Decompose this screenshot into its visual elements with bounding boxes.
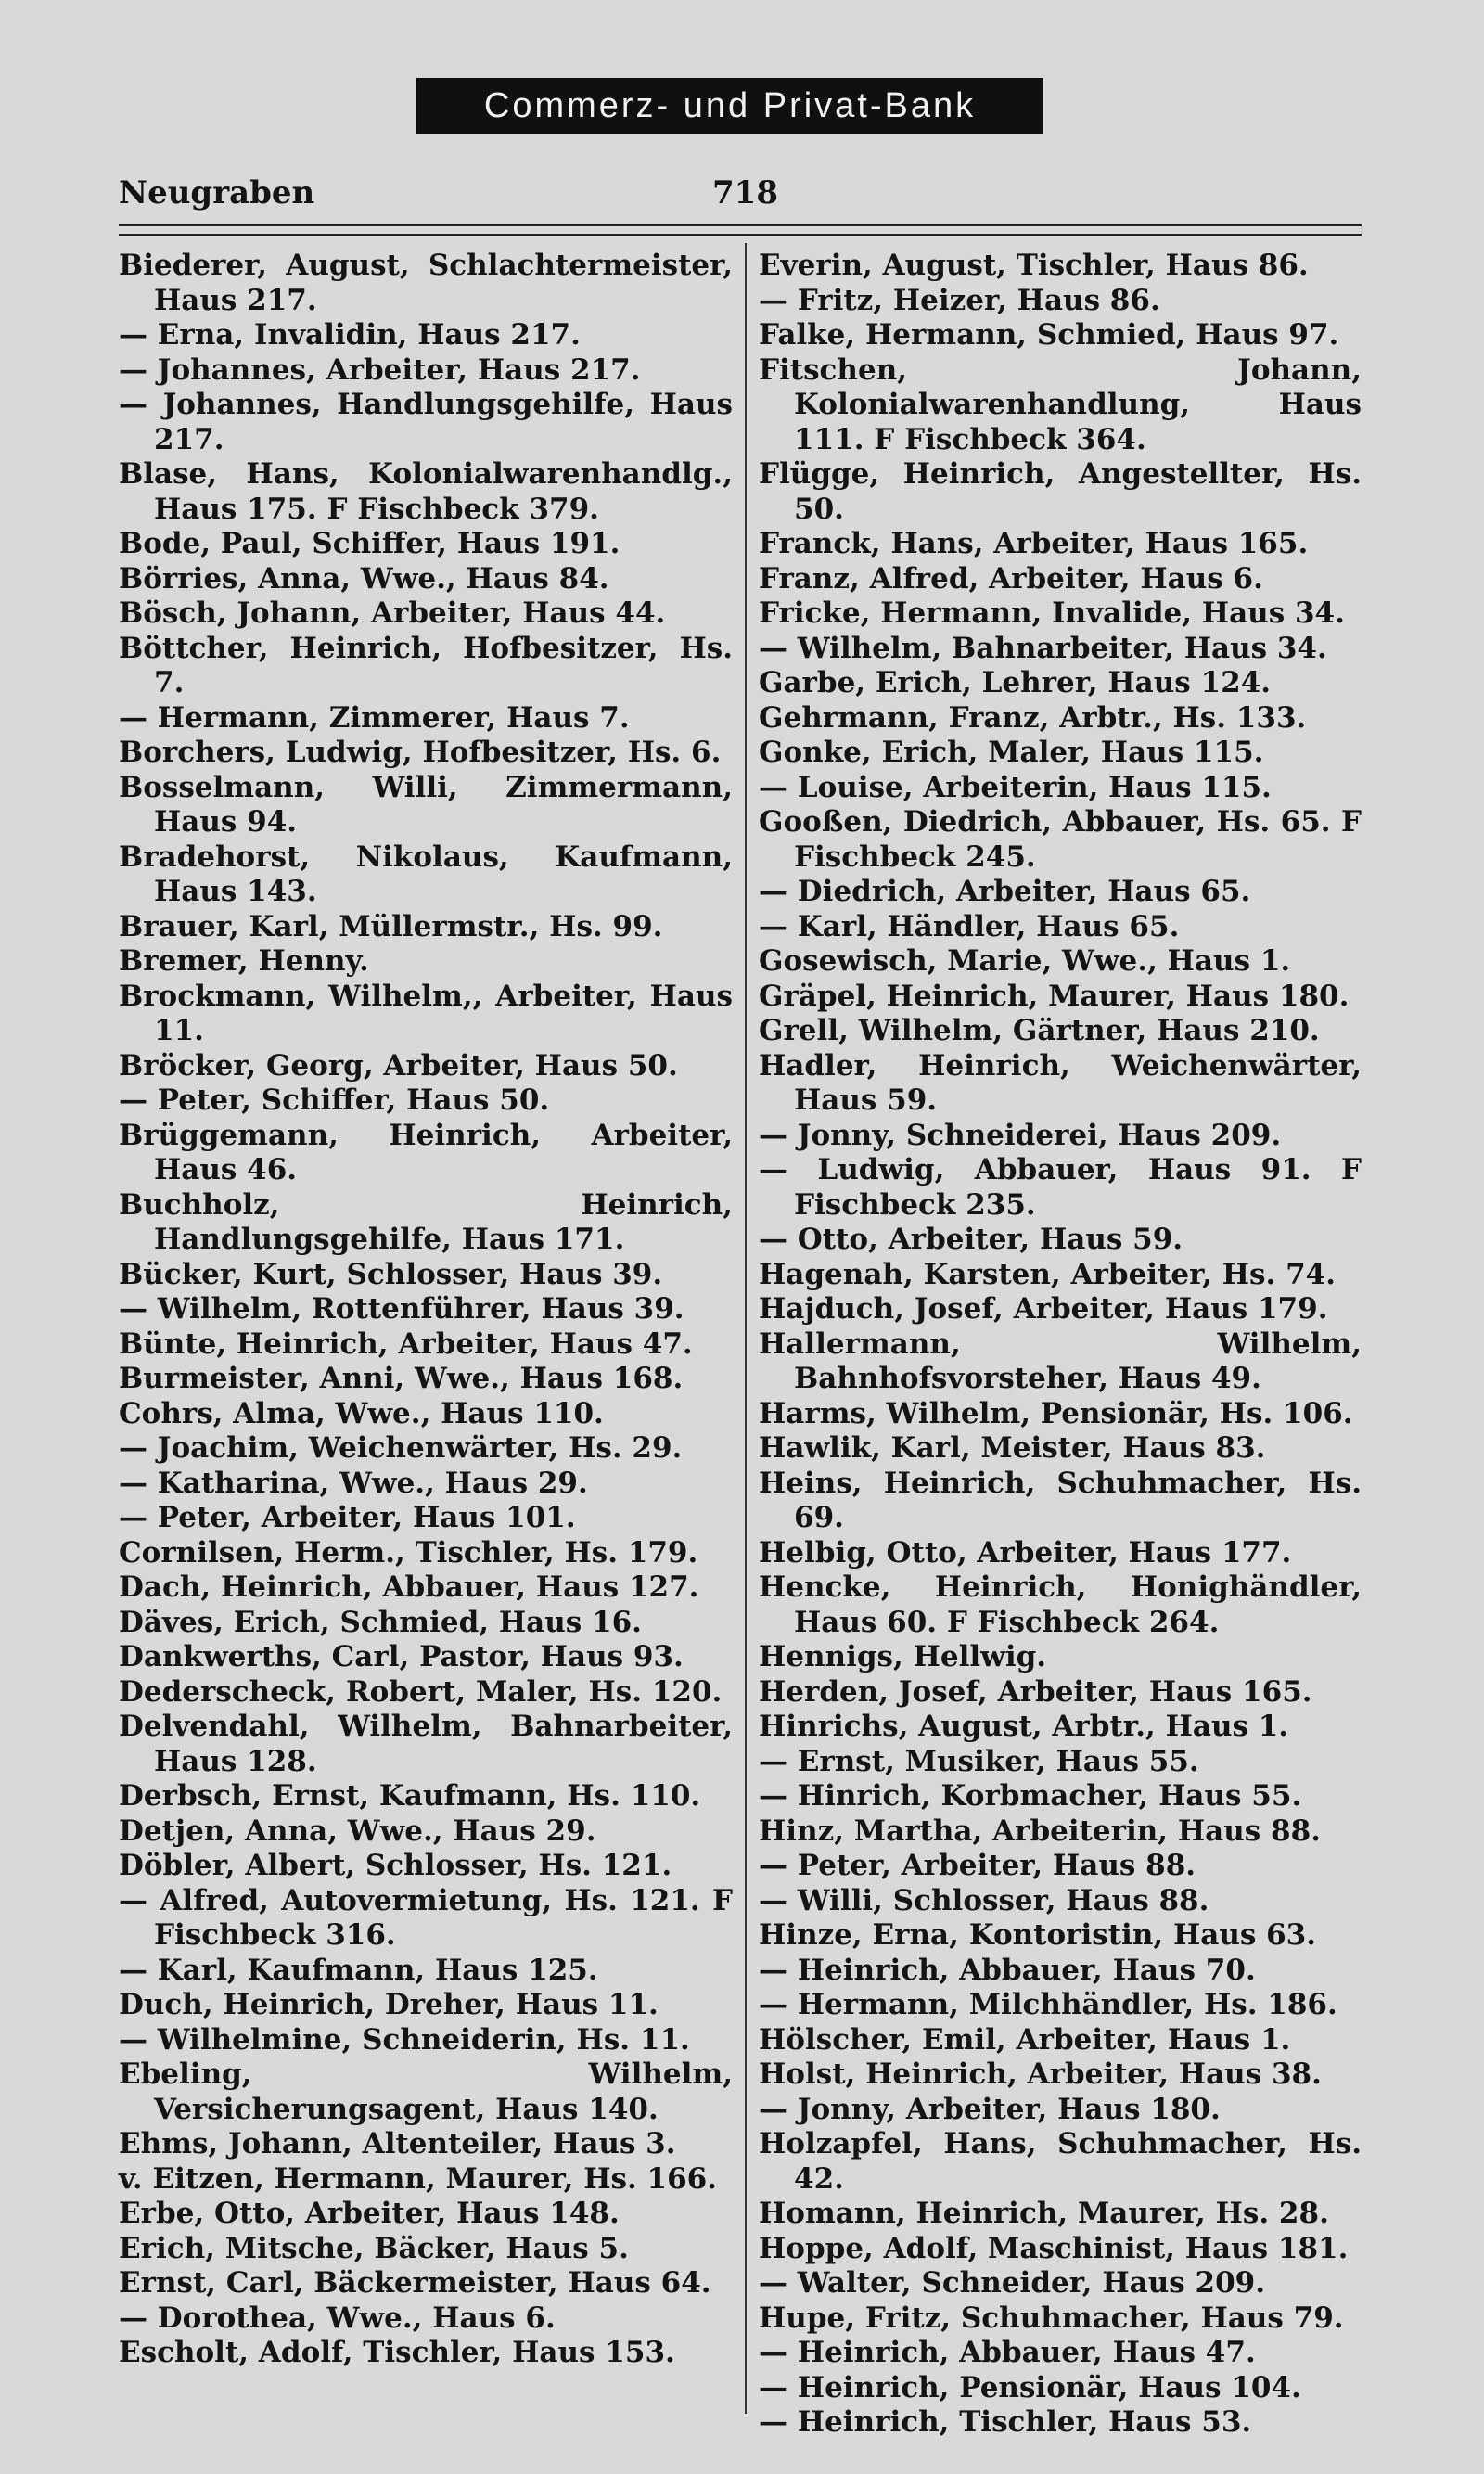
directory-entry: Harms, Wilhelm, Pensionär, Hs. 106. bbox=[759, 1396, 1353, 1430]
directory-entry: — Hermann, Milchhändler, Hs. 186. bbox=[759, 1988, 1337, 2021]
directory-entry: Böttcher, Heinrich, Hofbesitzer, Hs. 7. bbox=[119, 631, 733, 699]
directory-entry: Everin, August, Tischler, Haus 86. bbox=[759, 249, 1309, 282]
directory-entry: — Dorothea, Wwe., Haus 6. bbox=[119, 2301, 556, 2335]
directory-entry: Dederscheck, Robert, Maler, Hs. 120. bbox=[119, 1674, 723, 1709]
directory-entry: Escholt, Adolf, Tischler, Haus 153. bbox=[119, 2336, 675, 2369]
directory-entry: — Walter, Schneider, Haus 209. bbox=[759, 2266, 1266, 2300]
directory-entry: Garbe, Erich, Lehrer, Haus 124. bbox=[759, 666, 1272, 699]
directory-entry: Hadler, Heinrich, Weichenwärter, Haus 59. bbox=[759, 1048, 1362, 1117]
directory-entry: — Diedrich, Arbeiter, Haus 65. bbox=[759, 875, 1251, 908]
directory-entry: — Hinrich, Korbmacher, Haus 55. bbox=[759, 1779, 1302, 1813]
directory-entry: — Karl, Händler, Haus 65. bbox=[759, 909, 1180, 943]
directory-entry: — Wilhelm, Bahnarbeiter, Haus 34. bbox=[759, 631, 1327, 665]
directory-entry: Hinz, Martha, Arbeiterin, Haus 88. bbox=[759, 1814, 1321, 1848]
directory-entry: Ernst, Carl, Bäckermeister, Haus 64. bbox=[119, 2266, 711, 2300]
directory-entry: — Willi, Schlosser, Haus 88. bbox=[759, 1883, 1209, 1917]
directory-entry: — Peter, Arbeiter, Haus 101. bbox=[119, 1501, 576, 1534]
directory-entry: Heins, Heinrich, Schuhmacher, Hs. 69. bbox=[759, 1466, 1362, 1534]
directory-entry: Bosselmann, Willi, Zimmermann, Haus 94. bbox=[119, 770, 733, 839]
directory-entry: Hencke, Heinrich, Honighändler, Haus 60. F Fischbeck 264. bbox=[759, 1570, 1362, 1639]
place-name: Neugraben bbox=[119, 174, 315, 212]
page-number: 718 bbox=[712, 174, 778, 212]
directory-entry: Falke, Hermann, Schmied, Haus 97. bbox=[759, 318, 1339, 352]
directory-entry: — Heinrich, Abbauer, Haus 47. bbox=[759, 2336, 1256, 2369]
directory-entry: Dankwerths, Carl, Pastor, Haus 93. bbox=[119, 1640, 684, 1673]
directory-entry: Brüggemann, Heinrich, Arbeiter, Haus 46. bbox=[119, 1118, 733, 1186]
directory-entry: Hennigs, Hellwig. bbox=[759, 1640, 1047, 1673]
directory-entry: — Erna, Invalidin, Haus 217. bbox=[119, 318, 581, 352]
directory-entry: — Joachim, Weichenwärter, Hs. 29. bbox=[119, 1431, 683, 1465]
directory-entry: Gräpel, Heinrich, Maurer, Haus 180. bbox=[759, 979, 1350, 1013]
directory-entry: Bösch, Johann, Arbeiter, Haus 44. bbox=[119, 596, 666, 630]
directory-entry: — Heinrich, Pensionär, Haus 104. bbox=[759, 2370, 1301, 2404]
directory-entry: Buchholz, Heinrich, Handlungsgehilfe, Haus 171. bbox=[119, 1187, 733, 1256]
directory-entry: Cornilsen, Herm., Tischler, Hs. 179. bbox=[119, 1535, 698, 1570]
directory-entry: — Karl, Kaufmann, Haus 125. bbox=[119, 1953, 598, 1987]
directory-entry: Holzapfel, Hans, Schuhmacher, Hs. 42. bbox=[759, 2127, 1362, 2196]
directory-entry: Gosewisch, Marie, Wwe., Haus 1. bbox=[759, 944, 1291, 978]
directory-entry: Börries, Anna, Wwe., Haus 84. bbox=[119, 561, 609, 596]
directory-entry: Delvendahl, Wilhelm, Bahnarbeiter, Haus 128. bbox=[119, 1710, 733, 1778]
directory-entry: — Hermann, Zimmerer, Haus 7. bbox=[119, 700, 630, 735]
directory-entry: Bode, Paul, Schiffer, Haus 191. bbox=[119, 527, 620, 560]
directory-entry: — Heinrich, Abbauer, Haus 70. bbox=[759, 1953, 1256, 1987]
directory-entry: Hinrichs, August, Arbtr., Haus 1. bbox=[759, 1710, 1289, 1743]
directory-entry: Döbler, Albert, Schlosser, Hs. 121. bbox=[119, 1849, 672, 1882]
right-column bbox=[759, 249, 1362, 2441]
column-divider bbox=[745, 243, 747, 2414]
directory-entry: Hagenah, Karsten, Arbeiter, Hs. 74. bbox=[759, 1257, 1337, 1291]
directory-entry: — Jonny, Arbeiter, Haus 180. bbox=[759, 2092, 1221, 2126]
left-column bbox=[119, 249, 733, 2371]
directory-entry: Franz, Alfred, Arbeiter, Haus 6. bbox=[759, 561, 1263, 596]
directory-entry: Hawlik, Karl, Meister, Haus 83. bbox=[759, 1431, 1266, 1465]
directory-entry: Cohrs, Alma, Wwe., Haus 110. bbox=[119, 1396, 604, 1430]
directory-entry: Flügge, Heinrich, Angestellter, Hs. 50. bbox=[759, 457, 1362, 526]
directory-entry: Ehms, Johann, Altenteiler, Haus 3. bbox=[119, 2127, 676, 2160]
directory-entry: Borchers, Ludwig, Hofbesitzer, Hs. 6. bbox=[119, 736, 722, 769]
directory-entry: Hoppe, Adolf, Maschinist, Haus 181. bbox=[759, 2231, 1349, 2265]
directory-entry: Hallermann, Wilhelm, Bahnhofsvorsteher, Haus 49. bbox=[759, 1327, 1362, 1395]
directory-entry: — Ludwig, Abbauer, Haus 91. F Fischbeck 235. bbox=[759, 1153, 1362, 1222]
directory-entry: Bünte, Heinrich, Arbeiter, Haus 47. bbox=[119, 1327, 693, 1361]
directory-entry: Dach, Heinrich, Abbauer, Haus 127. bbox=[119, 1570, 699, 1604]
directory-entry: Bröcker, Georg, Arbeiter, Haus 50. bbox=[119, 1048, 678, 1083]
directory-entry: Däves, Erich, Schmied, Haus 16. bbox=[119, 1605, 642, 1639]
directory-entry: — Peter, Schiffer, Haus 50. bbox=[119, 1083, 550, 1117]
directory-entry: Grell, Wilhelm, Gärtner, Haus 210. bbox=[759, 1014, 1320, 1047]
directory-entry: Gonke, Erich, Maler, Haus 115. bbox=[759, 736, 1264, 769]
directory-entry: Fricke, Hermann, Invalide, Haus 34. bbox=[759, 596, 1345, 630]
directory-entry: Hajduch, Josef, Arbeiter, Haus 179. bbox=[759, 1292, 1328, 1326]
directory-entry: Brauer, Karl, Müllermstr., Hs. 99. bbox=[119, 909, 663, 943]
directory-entry: Bücker, Kurt, Schlosser, Haus 39. bbox=[119, 1257, 663, 1291]
directory-entry: — Alfred, Autovermietung, Hs. 121. F Fischbeck 316. bbox=[119, 1883, 733, 1952]
directory-entry: — Heinrich, Tischler, Haus 53. bbox=[759, 2405, 1252, 2439]
directory-entry: — Fritz, Heizer, Haus 86. bbox=[759, 283, 1160, 317]
directory-entry: — Jonny, Schneiderei, Haus 209. bbox=[759, 1118, 1282, 1152]
directory-entry: Bradehorst, Nikolaus, Kaufmann, Haus 143. bbox=[119, 840, 733, 908]
directory-entry: Erich, Mitsche, Bäcker, Haus 5. bbox=[119, 2231, 629, 2265]
directory-entry: Blase, Hans, Kolonialwarenhandlg., Haus 175. F Fischbeck 379. bbox=[119, 457, 733, 526]
directory-entry: — Wilhelm, Rottenführer, Haus 39. bbox=[119, 1292, 684, 1326]
directory-entry: Hölscher, Emil, Arbeiter, Haus 1. bbox=[759, 2022, 1291, 2057]
directory-entry: — Wilhelmine, Schneiderin, Hs. 11. bbox=[119, 2022, 690, 2057]
directory-entry: — Peter, Arbeiter, Haus 88. bbox=[759, 1849, 1196, 1882]
directory-entry: Bremer, Henny. bbox=[119, 944, 369, 978]
directory-entry: Duch, Heinrich, Dreher, Haus 11. bbox=[119, 1988, 659, 2021]
directory-entry: Helbig, Otto, Arbeiter, Haus 177. bbox=[759, 1535, 1292, 1570]
directory-entry: Holst, Heinrich, Arbeiter, Haus 38. bbox=[759, 2057, 1322, 2091]
directory-entry: — Johannes, Arbeiter, Haus 217. bbox=[119, 353, 641, 387]
directory-entry: Hinze, Erna, Kontoristin, Haus 63. bbox=[759, 1918, 1317, 1952]
directory-entry: Burmeister, Anni, Wwe., Haus 168. bbox=[119, 1362, 684, 1395]
directory-entry: — Otto, Arbeiter, Haus 59. bbox=[759, 1223, 1183, 1256]
directory-entry: Brockmann, Wilhelm,, Arbeiter, Haus 11. bbox=[119, 979, 733, 1047]
directory-entry: Herden, Josef, Arbeiter, Haus 165. bbox=[759, 1674, 1312, 1709]
directory-entry: — Ernst, Musiker, Haus 55. bbox=[759, 1744, 1199, 1778]
directory-entry: Detjen, Anna, Wwe., Haus 29. bbox=[119, 1814, 596, 1848]
directory-entry: Derbsch, Ernst, Kaufmann, Hs. 110. bbox=[119, 1779, 701, 1813]
directory-entry: Fitschen, Johann, Kolonialwarenhandlung, Haus 111. F Fischbeck 364. bbox=[759, 353, 1362, 456]
page-header bbox=[119, 174, 1334, 221]
directory-entry: Erbe, Otto, Arbeiter, Haus 148. bbox=[119, 2197, 620, 2230]
directory-entry: Gooßen, Diedrich, Abbauer, Hs. 65. F Fischbeck 245. bbox=[759, 805, 1362, 874]
header-rule-top bbox=[119, 224, 1362, 226]
directory-entry: Homann, Heinrich, Maurer, Hs. 28. bbox=[759, 2197, 1329, 2230]
directory-entry: v. Eitzen, Hermann, Maurer, Hs. 166. bbox=[119, 2161, 718, 2196]
directory-entry: — Louise, Arbeiterin, Haus 115. bbox=[759, 770, 1272, 804]
directory-entry: Gehrmann, Franz, Arbtr., Hs. 133. bbox=[759, 700, 1307, 735]
directory-entry: Ebeling, Wilhelm, Versicherungsagent, Haus 140. bbox=[119, 2057, 733, 2126]
directory-entry: — Johannes, Handlungsgehilfe, Haus 217. bbox=[119, 388, 733, 456]
directory-entry: Hupe, Fritz, Schuhmacher, Haus 79. bbox=[759, 2301, 1344, 2335]
directory-entry: Franck, Hans, Arbeiter, Haus 165. bbox=[759, 527, 1309, 560]
bank-advertisement-banner: Commerz- und Privat-Bank bbox=[416, 78, 1043, 134]
directory-entry: Biederer, August, Schlachtermeister, Haus 217. bbox=[119, 249, 733, 317]
header-rule-bottom bbox=[119, 234, 1362, 236]
directory-entry: — Katharina, Wwe., Haus 29. bbox=[119, 1466, 588, 1500]
